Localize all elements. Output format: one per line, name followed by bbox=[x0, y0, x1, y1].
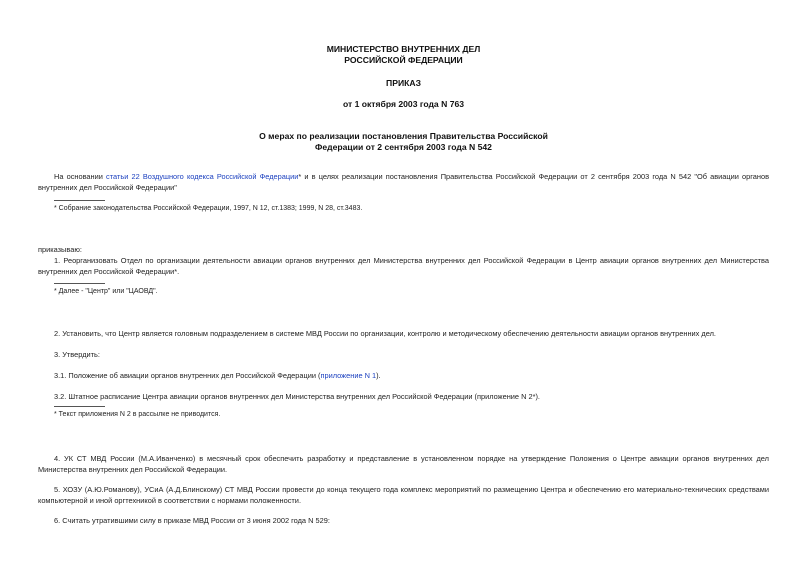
document-title-line2: Федерации от 2 сентября 2003 года N 542 bbox=[315, 142, 492, 152]
item-3: 3. Утвердить: bbox=[54, 350, 100, 359]
footnote-center-alias: * Далее - "Центр" или "ЦАОВД". bbox=[54, 288, 158, 295]
footnote-divider bbox=[54, 200, 105, 201]
footnote-appendix-2: * Текст приложения N 2 в рассылке не приводится. bbox=[54, 411, 221, 418]
item-6: 6. Считать утратившими силу в приказе МВД России от 3 июня 2002 года N 529: bbox=[54, 516, 330, 525]
footnote-legislation: * Собрание законодательства Российской Федерации, 1997, N 12, ст.1383; 1999, N 28, ст.3483. bbox=[54, 205, 363, 212]
item-3-2: 3.2. Штатное расписание Центра авиации органов внутренних дел Министерства внутренних дел Российской Федерации (приложение N 2*). bbox=[54, 392, 540, 401]
ministry-name-line1: МИНИСТЕРСТВО ВНУТРЕННИХ ДЕЛ bbox=[326, 44, 481, 54]
document-type: ПРИКАЗ bbox=[386, 78, 421, 88]
item-1: 1. Реорганизовать Отдел по организации деятельности авиации органов внутренних дел Министерства внутренних дел Российской Федерации в Центр авиации органов внутренних дел Министерства внутренних дел Российской Федерации*. bbox=[38, 256, 769, 276]
item-3-1-suffix: ). bbox=[376, 371, 381, 380]
item-2: 2. Установить, что Центр является головным подразделением в системе МВД России по организации, контролю и методическому обеспечению деятельности авиации органов внутренних дел. bbox=[54, 329, 716, 338]
air-code-article-link[interactable]: статьи 22 Воздушного кодекса Российской Федерации bbox=[106, 172, 299, 181]
intro-suffix: * и в целях реализации постановления Правительства Российской Федерации от 2 сентября 2003 года N 542 "Об авиации органов внутренних дел Российской Федерации" bbox=[38, 172, 770, 192]
intro-prefix: На основании bbox=[54, 172, 107, 181]
ministry-name-line2: РОССИЙСКОЙ ФЕДЕРАЦИИ bbox=[344, 55, 463, 65]
footnote-divider bbox=[54, 406, 105, 407]
item-3-1 bbox=[38, 370, 769, 381]
item-4: 4. УК СТ МВД России (М.А.Иванченко) в месячный срок обеспечить разработку и представление в установленном порядке на утверждение Положения о Центре авиации органов внутренних дел Министерства внутренних дел Российской Федерации. bbox=[38, 454, 769, 474]
item-5: 5. ХОЗУ (А.Ю.Романову), УСиА (А.Д.Блинскому) СТ МВД России провести до конца текущего года комплекс мероприятий по размещению Центра и обеспечению его материально-технических средствами компьютерной и иной оргтехникой в соответствии с нормами положенности. bbox=[38, 485, 769, 505]
document-date: от 1 октября 2003 года N 763 bbox=[342, 99, 465, 109]
item-3-1-prefix: 3.1. Положение об авиации органов внутренних дел Российской Федерации ( bbox=[54, 371, 321, 380]
document-title-line1: О мерах по реализации постановления Правительства Российской bbox=[259, 131, 548, 141]
footnote-divider bbox=[54, 283, 105, 284]
appendix-1-link[interactable]: приложение N 1 bbox=[320, 371, 377, 380]
order-word: приказываю: bbox=[38, 245, 82, 254]
intro-paragraph bbox=[38, 171, 769, 193]
